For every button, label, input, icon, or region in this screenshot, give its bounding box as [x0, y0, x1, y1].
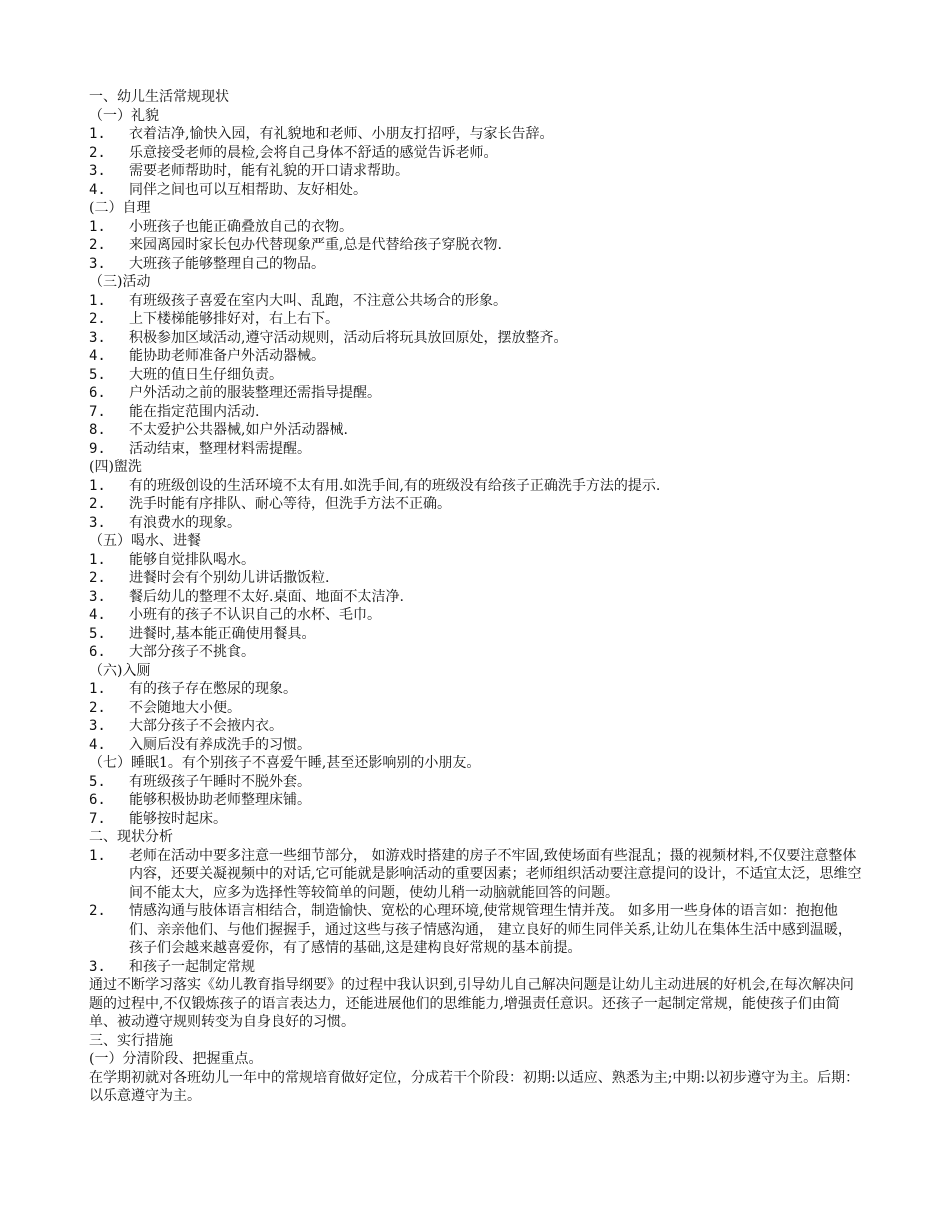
- list-item-number: 1.: [89, 477, 106, 494]
- paragraph: 通过不断学习落实《幼儿教育指导纲要》的过程中我认识到,引导幼儿自己解决问题是让幼儿主动进展的好机会,在每次解决问题的过程中,不仅锻炼孩子的语言表达力，还能进展他们的思维能力,增强责任意识。还孩子一起制定常规，能使孩子们由简单、被动遵守规则转变为自身良好的习惯。: [89, 977, 854, 1030]
- list-item: [89, 717, 865, 736]
- list-item-text: 能够积极协助老师整理床铺。: [129, 792, 311, 808]
- list-item: [89, 699, 865, 718]
- list-item-number: 9.: [89, 440, 106, 457]
- list-item-text: 来园离园时家长包办代替现象严重,总是代替给孩子穿脱衣物.: [129, 237, 502, 253]
- list-item-number: 3.: [89, 718, 106, 734]
- list-item-text: 不太爱护公共器械,如户外活动器械.: [129, 422, 348, 438]
- list-item-text: 有的班级创设的生活环境不太有用.如洗手间,有的班级没有给孩子正确洗手方法的提示.: [129, 477, 661, 494]
- list-item: [89, 440, 865, 459]
- list-item-text: 乐意接受老师的晨检,会将自己身体不舒适的感觉告诉老师。: [129, 144, 498, 161]
- list-item: [89, 847, 865, 903]
- section-heading: （一）礼貌: [89, 107, 159, 124]
- list-item-number: 6.: [89, 644, 106, 660]
- list-item-number: 1.: [89, 681, 106, 697]
- list-item: [89, 255, 865, 274]
- list-item-number: 3.: [89, 514, 106, 531]
- list-item: [89, 477, 865, 496]
- section-heading: （五）喝水、进餐: [89, 533, 201, 549]
- list-item-text: 能够自觉排队喝水。: [129, 551, 255, 568]
- list-item-number: 4.: [89, 736, 106, 753]
- list-item-text: 有的孩子存在憋尿的现象。: [129, 681, 297, 697]
- list-item-number: 3.: [89, 329, 106, 346]
- list-item: [89, 643, 865, 662]
- list-item: [89, 125, 865, 144]
- list-item-text: 积极参加区域活动,遵守活动规则，活动后将玩具放回原处，摆放整齐。: [129, 329, 568, 346]
- list-item-number: 5.: [89, 366, 106, 383]
- list-item-number: 2.: [89, 496, 106, 512]
- list-item-number: 4.: [89, 181, 106, 198]
- list-item-number: 2.: [89, 237, 106, 253]
- list-item: [89, 310, 865, 329]
- list-item-number: 1.: [89, 847, 106, 864]
- document-page: [89, 88, 865, 1106]
- list-item-text: 大班的值日生仔细负责。: [129, 366, 283, 383]
- list-item-text: 有班级孩子午睡时不脱外套。: [129, 773, 311, 790]
- section-heading: 三、实行措施: [89, 1032, 173, 1049]
- list-item-text: 小班孩子也能正确叠放自己的衣物。: [129, 218, 353, 235]
- list-item-number: 1.: [89, 292, 106, 309]
- list-item: [89, 329, 865, 348]
- list-item-text: 进餐时,基本能正确使用餐具。: [129, 625, 316, 642]
- list-item-number: 3.: [89, 163, 106, 179]
- section-heading: （六)入厕: [89, 662, 151, 679]
- list-item-number: 6.: [89, 385, 106, 401]
- list-item: [89, 181, 865, 200]
- paragraph: 在学期初就对各班幼儿一年中的常规培育做好定位，分成若干个阶段：初期:以适应、熟悉为主;中期:以初步遵守为主。后期：以乐意遵守为主。: [89, 1069, 860, 1104]
- list-item-number: 6.: [89, 792, 106, 808]
- list-item: [89, 588, 865, 607]
- list-item-number: 3.: [89, 255, 106, 272]
- list-item: [89, 625, 865, 644]
- list-item-text: 上下楼梯能够排好对，右上右下。: [129, 311, 339, 327]
- list-item: [89, 347, 865, 366]
- list-item-text: 有浪费水的现象。: [129, 514, 241, 531]
- list-item: [89, 606, 865, 625]
- list-item: [89, 144, 865, 163]
- section-heading: （三)活动: [89, 274, 151, 290]
- list-item-text: 能在指定范围内活动.: [129, 403, 260, 420]
- list-item-text: 大班孩子能够整理自己的物品。: [129, 255, 325, 272]
- list-item: [89, 958, 865, 977]
- list-item: [89, 421, 865, 440]
- list-item-number: 8.: [89, 422, 106, 438]
- list-item-number: 2.: [89, 144, 106, 161]
- list-item: [89, 810, 865, 829]
- list-item-text: 大部分孩子不挑食。: [129, 644, 255, 660]
- list-item: [89, 403, 865, 422]
- list-item: [89, 236, 865, 255]
- list-item-text: 能协助老师准备户外活动器械。: [129, 348, 325, 364]
- list-item-text: 和孩子一起制定常规: [129, 958, 255, 975]
- section-heading: 一、幼儿生活常规现状: [89, 89, 229, 105]
- list-item-text: 餐后幼儿的整理不太好.桌面、地面不太洁净.: [129, 588, 404, 605]
- list-item-text: 进餐时会有个别幼儿讲话撒饭粒.: [129, 570, 330, 586]
- section-heading: 二、现状分析: [89, 829, 173, 845]
- list-item-text: 情感沟通与肢体语言相结合，制造愉快、宽松的心理环境,使常规管理生情并茂。 如多用一些身体的语言如：抱抱他们、亲亲他们、与他们握握手，通过这些与孩子情感沟通， 建立良好的师生同伴关系,让幼儿在集体生活中感到温暖，孩子们会越来越喜爱你，有了感情的基础,这是建构良好常规的基本前提。: [129, 903, 852, 956]
- section-heading: （七）睡眠1。有个别孩子不喜爱午睡,甚至还影响别的小朋友。: [89, 755, 481, 771]
- section-heading: (一）分清阶段、把握重点。: [89, 1051, 263, 1067]
- list-item-number: 7.: [89, 810, 106, 827]
- list-item-text: 老师在活动中要多注意一些细节部分， 如游戏时搭建的房子不牢固,致使场面有些混乱；摄的视频材料,不仅要注意整体内容，还要关凝视频中的对话,它可能就是影响活动的重要因素；老师组织活动要注意提问的设计，不适宜太泛，思维空间不能太大，应多为选择性等较简单的问题，使幼儿稍一动脑就能回答的问题。: [129, 847, 862, 901]
- list-item: [89, 680, 865, 699]
- list-item-text: 洗手时能有序排队、耐心等待，但洗手方法不正确。: [129, 496, 451, 512]
- list-item-number: 1.: [89, 218, 106, 235]
- list-item-number: 4.: [89, 607, 106, 623]
- list-item-text: 有班级孩子喜爱在室内大叫、乱跑，不注意公共场合的形象。: [129, 292, 507, 309]
- list-item-number: 2.: [89, 311, 106, 327]
- list-item-text: 大部分孩子不会掖内衣。: [129, 718, 283, 734]
- list-item-number: 2.: [89, 903, 106, 919]
- list-item: [89, 218, 865, 237]
- list-item: [89, 773, 865, 792]
- list-item-text: 衣着洁净,愉快入园，有礼貌地和老师、小朋友打招呼，与家长告辞。: [129, 126, 554, 142]
- list-item: [89, 736, 865, 755]
- list-item: [89, 162, 865, 181]
- list-item: [89, 495, 865, 514]
- list-item-text: 不会随地大小便。: [129, 699, 241, 716]
- list-item-text: 能够按时起床。: [129, 810, 227, 827]
- list-item-number: 5.: [89, 773, 106, 790]
- list-item: [89, 551, 865, 570]
- list-item-text: 小班有的孩子不认识自己的水杯、毛巾。: [129, 607, 381, 623]
- list-item-number: 2.: [89, 570, 106, 586]
- list-item: [89, 791, 865, 810]
- list-item-number: 1.: [89, 126, 106, 142]
- list-item-text: 需要老师帮助时，能有礼貌的开口请求帮助。: [129, 163, 409, 179]
- list-item: [89, 514, 865, 533]
- list-item: [89, 384, 865, 403]
- list-item-number: 7.: [89, 403, 106, 420]
- list-item-number: 3.: [89, 958, 106, 975]
- list-item-text: 活动结束，整理材料需提醒。: [129, 440, 311, 457]
- list-item-number: 5.: [89, 625, 106, 642]
- list-item: [89, 569, 865, 588]
- list-item-text: 入厕后没有养成洗手的习惯。: [129, 736, 311, 753]
- list-item: [89, 292, 865, 311]
- section-heading: (二）自理: [89, 200, 151, 216]
- list-item-number: 4.: [89, 348, 106, 364]
- list-item: [89, 366, 865, 385]
- list-item-text: 同伴之间也可以互相帮助、友好相处。: [129, 181, 367, 198]
- list-item-text: 户外活动之前的服装整理还需指导提醒。: [129, 385, 381, 401]
- list-item-number: 3.: [89, 588, 106, 605]
- list-item-number: 1.: [89, 551, 106, 568]
- section-heading: (四)盥洗: [89, 459, 142, 475]
- list-item-number: 2.: [89, 699, 106, 716]
- list-item: [89, 902, 865, 958]
